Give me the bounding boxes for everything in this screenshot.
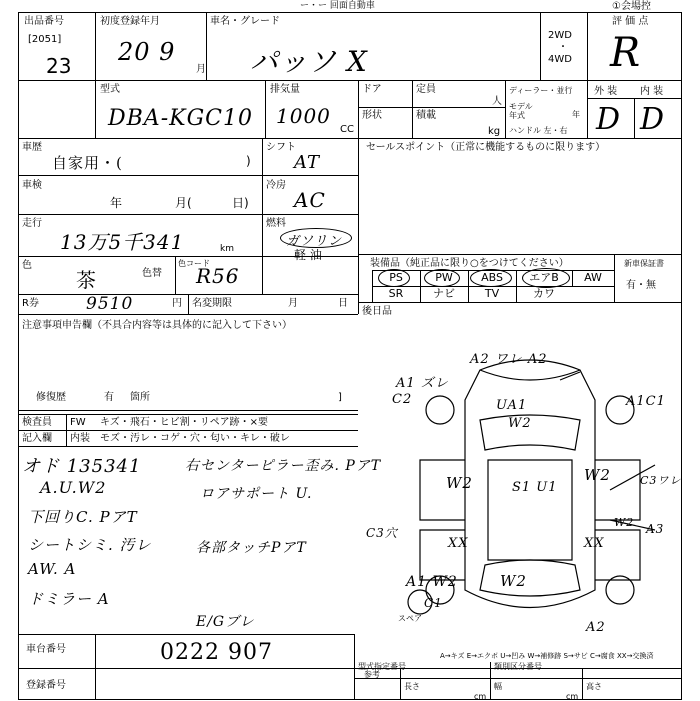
car-name-label: 車名・グレード	[210, 16, 280, 27]
diag-c3-right: C3ワレ	[640, 474, 682, 487]
inspector-label: 検査員	[22, 417, 52, 428]
note-right-2: ロアサポート U.	[200, 486, 313, 502]
first-reg-label: 初度登録年月	[100, 16, 160, 27]
diag-c1: C1	[424, 596, 443, 610]
fuel-label: 燃料	[266, 218, 286, 229]
length-label: 長さ	[404, 682, 420, 691]
exterior-label: 外 装	[594, 86, 618, 97]
entry-label: 記入欄	[22, 433, 52, 444]
sales-point-label: セールスポイント（正常に機能するものに限ります）	[366, 142, 606, 153]
color-value: 茶	[76, 268, 97, 292]
drive-4wd: 4WD	[548, 54, 572, 65]
inspector-interior: 内装	[70, 433, 90, 444]
fuel-circle	[280, 228, 352, 248]
drive-dot: ・	[558, 42, 568, 53]
repair-yes: 有	[104, 392, 114, 403]
first-reg-month: 月	[196, 64, 206, 75]
note-2: A.U.W2	[40, 478, 107, 497]
repair-close: ]	[338, 392, 342, 403]
chassis-label: 車台番号	[26, 644, 66, 655]
equip-aw: AW	[584, 271, 602, 284]
circle-pw	[424, 269, 460, 287]
equip-sr: SR	[388, 287, 404, 300]
load-label: 積載	[416, 110, 436, 121]
lot-label: 出品番号	[24, 16, 64, 27]
color-code-value: R56	[196, 264, 240, 288]
note-4: シートシミ. 汚レ	[28, 536, 152, 554]
model-value: DBA-KGC10	[108, 106, 253, 131]
reg-label: 登録番号	[26, 680, 66, 691]
circle-abs	[470, 269, 512, 287]
diag-a1-w2: A1 W2	[406, 574, 458, 590]
diag-w2-mark: W2	[614, 516, 635, 529]
ac-value: AC	[294, 188, 326, 212]
inspection-day: 日)	[232, 196, 249, 210]
diag-xx-right: XX	[584, 536, 605, 551]
shift-value: AT	[294, 152, 321, 173]
top-right-text: ①会場控	[612, 1, 651, 12]
inspector-fw: FW	[70, 417, 86, 428]
shift-label: シフト	[266, 142, 296, 153]
mileage-value: 13万5千341	[60, 230, 185, 254]
interior-value: D	[640, 102, 666, 137]
recycle-label: R券	[22, 298, 39, 309]
diag-a1c1: A1C1	[626, 394, 666, 409]
fuel-alt: 軽 油	[294, 248, 322, 262]
note-right-1: 右センターピラー歪み. PアT	[185, 458, 382, 474]
year-unit: 年	[572, 110, 580, 119]
note-1: オド 135341	[22, 456, 142, 477]
diag-a3: A3	[646, 522, 665, 536]
spec-ref: 参考	[364, 670, 380, 679]
note-6: ドミラー A	[28, 590, 110, 608]
warranty-label: 新車保証書	[624, 259, 664, 268]
doors-label: ドア	[362, 84, 382, 95]
history-label: 車歴	[22, 142, 42, 153]
equip-leather: カワ	[533, 287, 555, 300]
equip-ps: PS	[389, 271, 403, 284]
height-label: 高さ	[586, 682, 602, 691]
chassis-value: 0222 907	[160, 640, 273, 665]
diag-c2: C2	[392, 392, 413, 407]
notes-label: 注意事項申告欄（不具合内容等は具体的に記入して下さい）	[22, 320, 292, 331]
capacity-unit: 人	[492, 96, 502, 107]
diag-xx-left: XX	[448, 536, 469, 551]
shape-label: 形状	[362, 110, 382, 121]
note-right-4: E/Gブレ	[196, 614, 255, 630]
ac-label: 冷房	[266, 180, 286, 191]
dealer-label: ディーラー・並行	[509, 86, 573, 95]
note-right-3: 各部タッチPアT	[196, 540, 307, 556]
diag-top: A2 ワレ A2	[470, 352, 548, 367]
first-reg-value: 20 9	[118, 38, 176, 66]
history-value: 自家用・(	[52, 154, 123, 172]
handle-label: ハンドル 左・右	[509, 126, 568, 135]
name-change-label: 名変期限	[192, 298, 232, 309]
score-label: 評 価 点	[612, 16, 649, 27]
name-change-day: 日	[338, 298, 348, 309]
diag-spare: スペア	[398, 614, 422, 623]
displacement-label: 排気量	[270, 84, 300, 95]
diag-w2-bottom: W2	[500, 572, 527, 590]
cm-2: cm	[566, 692, 579, 701]
displacement-value: 1000	[276, 104, 331, 128]
lot-sub: [2051]	[28, 34, 62, 45]
inspection-month: 月(	[175, 196, 192, 210]
interior-label: 内 装	[640, 86, 664, 97]
class-label: 類別区分番号	[494, 662, 542, 671]
diag-c3-left: C3穴	[366, 526, 398, 540]
capacity-label: 定員	[416, 84, 436, 95]
exterior-value: D	[596, 102, 622, 137]
repair-label: 修復歴	[36, 392, 66, 403]
mileage-label: 走行	[22, 218, 42, 229]
color-label: 色	[22, 260, 32, 271]
fuel-value: ガソリン	[286, 234, 343, 249]
warranty-value: 有・無	[626, 280, 656, 291]
equip-abs: ABS	[481, 271, 503, 284]
later-label: 後日品	[362, 306, 392, 317]
diag-w2-left: W2	[446, 474, 473, 492]
history-close: )	[246, 154, 251, 168]
load-unit: kg	[488, 126, 501, 137]
equip-pw: PW	[435, 271, 453, 284]
cm-1: cm	[474, 692, 487, 701]
car-name-value: パッソ X	[250, 45, 368, 78]
inspection-year: 年	[110, 196, 123, 210]
score-value: R	[610, 30, 642, 76]
displacement-unit: CC	[340, 124, 354, 135]
diag-ua1: UA1	[496, 398, 528, 413]
mileage-unit: km	[220, 244, 234, 254]
equip-navi: ナビ	[433, 287, 455, 300]
model-year-label: モデル 年式	[509, 102, 533, 120]
recycle-unit: 円	[172, 298, 182, 309]
circle-airbag	[522, 268, 570, 288]
legend: A→キズ E→エクボ U→凹み W→補修跡 S→サビ C→腐食 XX→交換済	[440, 652, 654, 660]
diag-a1-zure: A1 ズレ	[396, 376, 449, 391]
note-5: AW. A	[28, 560, 77, 578]
spec-label: 型式指定番号	[358, 662, 406, 671]
note-3: 下回りC. PアT	[28, 508, 138, 526]
diag-a2-bottom: A2	[586, 620, 606, 635]
model-label: 型式	[100, 84, 120, 95]
repair-place: 箇所	[130, 392, 150, 403]
diag-w2-right: W2	[584, 466, 611, 484]
color-change-label: 色替	[142, 268, 162, 279]
diag-w2-top: W2	[508, 416, 532, 431]
inspection-label: 車検	[22, 180, 42, 191]
inspector-row1: キズ・飛石・ヒビ割・リペア跡・×要	[100, 417, 268, 428]
recycle-value: 9510	[86, 294, 134, 314]
width-label: 幅	[494, 682, 502, 691]
equip-tv: TV	[484, 287, 500, 300]
circle-ps	[378, 269, 410, 287]
name-change-month: 月	[288, 298, 298, 309]
drive-2wd: 2WD	[548, 30, 572, 41]
color-code-label: 色コード	[178, 259, 210, 268]
equip-airbag: エアB	[529, 271, 559, 284]
top-center-text: ー・ー 回面自動車	[300, 1, 375, 11]
lot-number: 23	[46, 54, 72, 78]
inspector-row2: モズ・汚レ・コゲ・穴・匂い・キレ・破レ	[100, 433, 290, 444]
diag-s1u1: S1 U1	[512, 480, 558, 495]
equipment-label: 装備品（純正品に限り○をつけてください）	[370, 258, 569, 269]
